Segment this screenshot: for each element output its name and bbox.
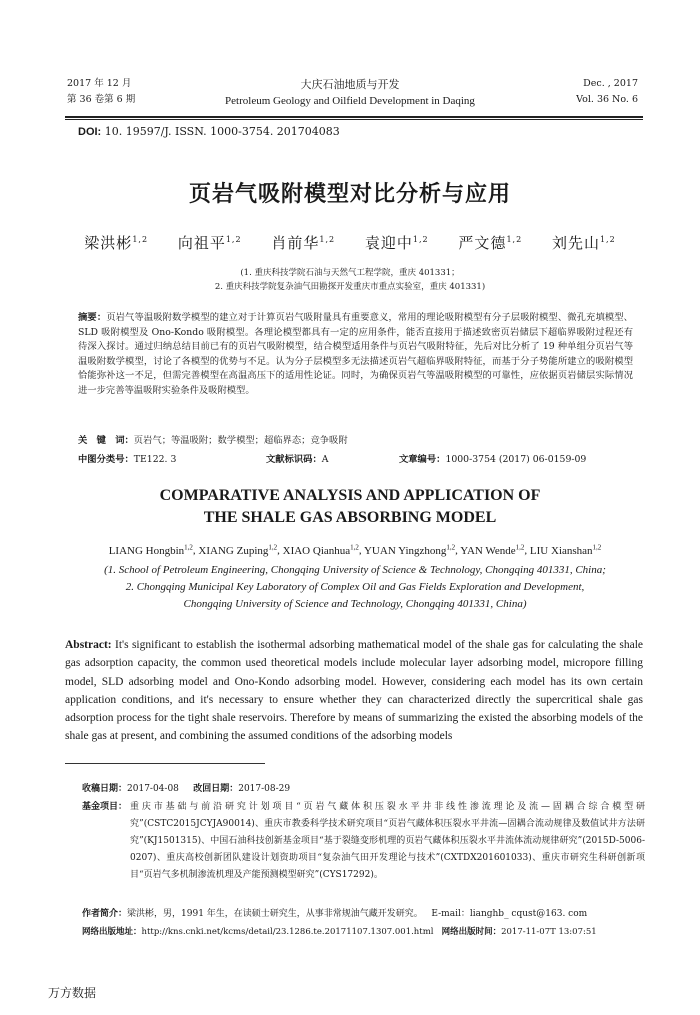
online-url-value[interactable]: http://kns.cnki.net/kcms/detail/23.1286.te.20171107.1307.001.html bbox=[141, 927, 434, 937]
online-time-label: 网络出版时间： bbox=[441, 927, 502, 937]
article-no-block bbox=[399, 451, 586, 465]
author-cn: 袁迎中$^{1,2}$ bbox=[364, 234, 429, 252]
author-en: XIAO Qianhua$^{1,2}$ bbox=[282, 543, 359, 557]
fund-label: 基金项目： bbox=[82, 802, 128, 812]
author-en: LIANG Hongbin$^{1,2}$ bbox=[108, 543, 193, 557]
author-en: YUAN Yingzhong$^{1,2}$ bbox=[363, 543, 456, 557]
article-no-value: 1000-3754 (2017) 06-0159-09 bbox=[445, 454, 587, 465]
header-volume-en: Vol. 36 No. 6 bbox=[576, 94, 638, 105]
affiliation-en-2: 2. Chongqing Municipal Key Laboratory of Complex Oil and Gas Fields Exploration and Development, bbox=[125, 581, 585, 593]
received-label: 收稿日期： bbox=[82, 784, 128, 794]
doi-line bbox=[78, 125, 340, 138]
author-en: XIANG Zuping$^{1,2}$ bbox=[198, 543, 278, 557]
abstract-en-label: Abstract: bbox=[65, 639, 112, 651]
revised-label: 改回日期： bbox=[193, 784, 239, 794]
authors-cn bbox=[0, 232, 700, 253]
keywords-cn-label: 关 键 词： bbox=[78, 435, 134, 446]
online-time-value: 2017-11-07T 13:07:51 bbox=[501, 927, 597, 937]
revised-value: 2017-08-29 bbox=[238, 784, 291, 794]
online-pub-line bbox=[82, 924, 642, 941]
author-en: YAN Wende$^{1,2}$ bbox=[460, 543, 525, 557]
header-rule bbox=[65, 116, 643, 118]
footnote-rule bbox=[65, 763, 265, 764]
online-url-label: 网络出版地址： bbox=[82, 927, 142, 937]
received-line bbox=[82, 781, 642, 798]
clc-label: 中图分类号： bbox=[78, 454, 134, 465]
fund-text: 重庆市基础与前沿研究计划项目“页岩气藏体积压裂水平井非线性渗流理论及流—固耦合综合模型研究”(CSTC2015JCYJA90014)、重庆市教委科学技术研究项目“页岩气藏体积压裂水平井流—固耦合流动规律及数值试井方法研究”(KJ1501315)、中国石油科技创新基金项目“基于裂缝变形机理的页岩气藏体积压裂水平井流体流动规律研究”(2015D-5006-0207)、重庆高校创新团队建设计划资助项目“复杂油气田开发理论与技术”(CXTDX201601033)、重庆市研究生科研创新项目“页岩气多机制渗流机理及产能预测模型研究”(CYS17292)。 bbox=[130, 802, 645, 880]
author-cn: 肖前华$^{1,2}$ bbox=[271, 234, 336, 252]
author-cn: 刘先山$^{1,2}$ bbox=[551, 234, 616, 252]
doi-value[interactable]: 10. 19597/J. ISSN. 1000-3754. 201704083 bbox=[104, 125, 340, 138]
paper-title-en-line1: COMPARATIVE ANALYSIS AND APPLICATION OF bbox=[159, 487, 541, 504]
doc-code-block bbox=[266, 451, 396, 465]
keywords-cn bbox=[78, 432, 348, 446]
received-value: 2017-04-08 bbox=[127, 784, 179, 794]
journal-title-en: Petroleum Geology and Oilfield Development in Daqing bbox=[225, 95, 475, 107]
affiliation-en-3: Chongqing University of Science and Technology, Chongqing 401331, China) bbox=[183, 598, 527, 610]
header-rule-thin bbox=[65, 119, 643, 120]
journal-title-cn: 大庆石油地质与开发 bbox=[300, 78, 400, 91]
clc-block bbox=[78, 451, 263, 465]
affiliation-cn-1: (1. 重庆科技学院石油与天然气工程学院，重庆 401331； bbox=[240, 268, 460, 278]
author-cn: 向祖平$^{1,2}$ bbox=[177, 234, 242, 252]
doi-label: DOI: bbox=[78, 126, 102, 138]
doc-code-value: A bbox=[321, 454, 329, 465]
abstract-cn bbox=[78, 311, 633, 398]
abstract-en bbox=[65, 636, 643, 746]
paper-title-en-line2: THE SHALE GAS ABSORBING MODEL bbox=[203, 509, 497, 526]
affiliation-cn-2: 2. 重庆科技学院复杂油气田勘探开发重庆市重点实验室，重庆 401331) bbox=[214, 282, 486, 292]
doc-code-label: 文献标识码： bbox=[265, 454, 322, 465]
author-bio-line bbox=[82, 906, 642, 923]
author-cn: 梁洪彬$^{1,2}$ bbox=[84, 234, 149, 252]
paper-title-cn: 页岩气吸附模型对比分析与应用 bbox=[188, 182, 511, 207]
keywords-cn-text: 页岩气；等温吸附；数学模型；超临界态；竞争吸附 bbox=[133, 435, 348, 446]
clc-value: TE122. 3 bbox=[133, 454, 177, 465]
paper-title-en bbox=[0, 485, 700, 529]
author-en: LIU Xianshan$^{1,2}$ bbox=[529, 543, 602, 557]
affiliation-en-1: (1. School of Petroleum Engineering, Chongqing University of Science & Technology, Chongqing 401331, China; bbox=[104, 564, 606, 576]
email-value[interactable]: lianghb_ cqust@163. com bbox=[469, 909, 588, 919]
authors-en: LIANG Hongbin$^{1,2}$, XIANG Zuping$^{1,2}$, XIAO Qianhua$^{1,2}$, YUAN Yingzhong$^{1,2}$, YAN Wende$^{1,2}$, LIU Xianshan$^{1,2}$ bbox=[108, 543, 602, 557]
classification-line bbox=[78, 451, 638, 465]
author-cn: 严文德$^{1,2}$ bbox=[458, 234, 523, 252]
header-volume-cn: 第 36 卷第 6 期 bbox=[67, 94, 136, 105]
abstract-en-text: It's significant to establish the isothermal adsorbing mathematical model of the shale gas for calculating the shale gas adsorption capacity, the common used theoretical models include molecular layer adsorbing model, micropore filling model, SLD adsorbing model and Ono-Kondo adsorbing model. However, considering each model has its own certain application conditions, and it's necessary to ensure whether they can characterized directly the supercritical shale gas adsorption process for the tight shale reservoirs. Therefore by means of summarizing the existed the absorbing models of the shale gas at present, and combining the assumed conditions of the adsorbing models bbox=[65, 639, 644, 743]
email-label: E-mail： bbox=[431, 909, 470, 919]
header-date-en: Dec. , 2017 bbox=[583, 78, 638, 89]
abstract-cn-text: 页岩气等温吸附数学模型的建立对于计算页岩气吸附量具有重要意义，常用的理论吸附模型有分子层吸附模型、微孔充填模型、SLD 吸附模型及 Ono-Kondo 吸附模型。各理论模型都具有一定的应用条件，能否直接用于描述致密页岩储层下超临界吸附过程还有待深入探讨。通过归纳总结目前已有的页岩气吸附模型，结合模型适用条件与页岩气吸附特征，先后对比分析了 19 种单组分页岩气等温吸附数学模型，讨论了各模型的优势与不足。认为分子层模型多无法描述页岩气超临界吸附特征，而基于分子势能所建立的吸附模型恰能弥补这一不足，但需完善模型在高温高压下的适用性论证。同时，为确保页岩气等温吸附模型的可靠性，应依据页岩储层实际情况进一步完善等温吸附实验条件及吸附模型。 bbox=[78, 312, 633, 396]
wanfang-watermark: 万方数据 bbox=[48, 986, 97, 1000]
header-date-cn: 2017 年 12 月 bbox=[67, 78, 132, 89]
abstract-cn-label: 摘要： bbox=[78, 312, 107, 323]
fund-label-block bbox=[82, 799, 132, 816]
author-bio-text: 梁洪彬，男，1991 年生，在读硕士研究生，从事非常规油气藏开发研究。 bbox=[127, 909, 423, 919]
author-bio-label: 作者简介： bbox=[82, 909, 128, 919]
article-no-label: 文章编号： bbox=[398, 454, 446, 465]
header-right bbox=[576, 76, 638, 108]
